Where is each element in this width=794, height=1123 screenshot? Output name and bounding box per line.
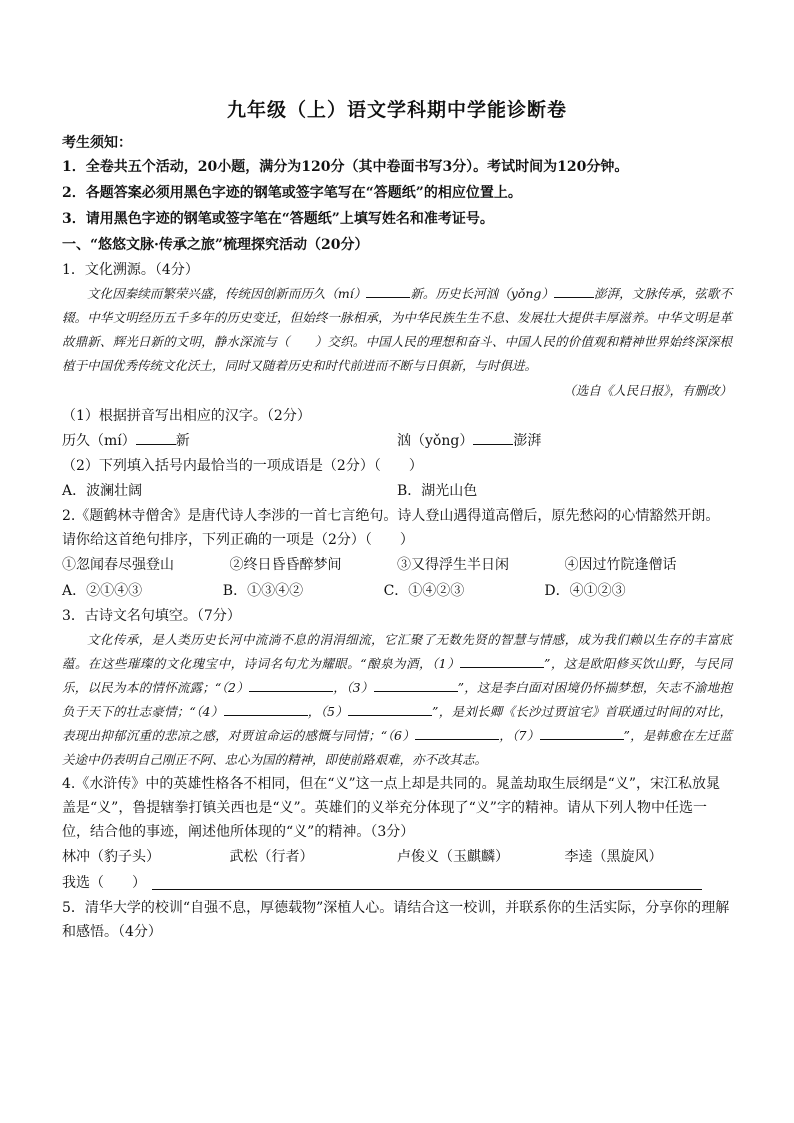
question-1-sub-1: （1）根据拼音写出相应的汉字。（2分）: [62, 408, 311, 424]
section-heading: 一、“悠悠文脉·传承之旅”梳理探究活动（20分）: [62, 237, 369, 253]
page-title: 九年级（上）语文学科期中学能诊断卷: [226, 99, 567, 121]
answer-blank[interactable]: [540, 725, 624, 740]
notice-item: 1．全卷共五个活动，20小题，满分为120分（其中卷面书写3分）。考试时间为120分钟。: [62, 159, 629, 175]
character-option: 卢俊义（玉麒麟）: [397, 849, 509, 865]
option-b: B．湖光山色: [397, 483, 478, 499]
exam-page: [62, 95, 732, 944]
notice-item: 3．请用黑色字迹的钢笔或签字笔在“答题纸”上填写姓名和准考证号。: [62, 211, 494, 227]
poem-line: ④因过竹院逢僧话: [564, 557, 677, 573]
question-2-text: 请你给这首绝句排序，下列正确的一项是（2分）（ ）: [62, 532, 414, 548]
passage-source: （选自《人民日报》，有删改）: [563, 383, 732, 398]
question-3-heading: 3．古诗文名句填空。（7分）: [62, 608, 241, 624]
answer-line[interactable]: [152, 889, 702, 890]
question-1-sub-1-blanks: 历久（mí） 新 汹（yǒng） 澎湃: [62, 428, 732, 454]
question-1-heading: 1．文化溯源。（4分）: [62, 262, 199, 278]
answer-blank[interactable]: [366, 283, 410, 298]
answer-blank[interactable]: [460, 653, 544, 668]
poem-line: ①忽闻春尽强登山: [62, 557, 174, 573]
character-option: 武松（行者）: [229, 849, 314, 865]
option-b: B．①③④②: [222, 583, 304, 599]
answer-blank[interactable]: [224, 701, 308, 716]
poem-lines: [62, 552, 732, 578]
option-a: A．波澜壮阔: [62, 483, 143, 499]
question-1-sub-2: （2）下列填入括号内最恰当的一项成语是（2分）（ ）: [62, 458, 423, 474]
answer-blank[interactable]: [374, 677, 458, 692]
choose-line: 我选（ ）: [62, 870, 732, 896]
question-1-passage: 文化因秦续而繁荣兴盛，传统因创新而历久（mí） 新。历史长河汹（yǒng） 澎湃，文脉传承，弦歌不辍。中华文明经历五千多年的历史变迁，但始终一脉相承，为中华民族生生不息、发展壮大提供丰厚滋养。中华文明是革故鼎新、辉光日新的文明，静水深流与（ ）交织。中国人民的理想和奋斗、中国人民的价值观和精神世界始终深深根植于中国优秀传统文化沃土，同时又随着历史和时代前进而不断与日俱新，与时俱进。: [62, 282, 732, 378]
answer-blank[interactable]: [554, 283, 594, 298]
question-4-text: 4.《水浒传》中的英雄性格各不相同，但在“义”这一点上却是共同的。晁盖劫取生辰纲是“义”，宋江私放晁盖是“义”，鲁提辖拳打镇关西也是“义”。英雄们的义举充分体现了“义”字的精神。请从下列人物中任选一位，结合他的事迹，阐述他所体现的“义”的精神。（3分）: [62, 776, 720, 840]
character-option: 李逵（黑旋风）: [564, 849, 663, 865]
question-2-text: 2.《题鹤林寺僧舍》是唐代诗人李涉的一首七言绝句。诗人登山遇得道高僧后，原先愁闷的心情豁然开朗。: [62, 508, 720, 524]
question-5-text: 5．清华大学的校训“自强不息，厚德载物”深植人心。请结合这一校训，并联系你的生活实际，分享你的理解和感悟。（4分）: [62, 900, 730, 940]
answer-blank[interactable]: [136, 430, 176, 445]
poem-line: ②终日昏昏醉梦间: [229, 557, 342, 573]
notice-heading: 考生须知：: [62, 135, 132, 151]
answer-blank[interactable]: [415, 725, 499, 740]
option-c: C．①④②③: [383, 583, 465, 599]
option-a: A．②①④③: [62, 583, 143, 599]
character-option: 林冲（豹子头）: [62, 849, 160, 865]
poem-line: ③又得浮生半日闲: [397, 557, 509, 573]
option-d: D．④①②③: [544, 583, 626, 599]
answer-blank[interactable]: [249, 677, 333, 692]
question-3-passage: 文化传承，是人类历史长河中流淌不息的涓涓细流，它汇聚了无数先贤的智慧与情感，成为我们赖以生存的丰富底蕴。在这些璀璨的文化瑰宝中，诗词名句尤为耀眼。“酿泉为酒，（1） ”，这是欧阳修买饮山野，与民同乐，以民为本的情怀流露；“（2） ，（3） ”，这是李白面对困境仍怀揣梦想，矢志不渝地抱负于天下的壮志豪情；“（4） ，（5） ”，是刘长卿《长沙过贾谊宅》首联通过时间的对比，表现出抑郁沉重的悲凉之感，对贾谊命运的感慨与同情；“（6） ，（7） ”，是韩愈在左迁蓝关途中仍表明自己刚正不阿、忠心为国的精神，即使前路艰难，亦不改其志。: [62, 632, 732, 767]
answer-blank[interactable]: [348, 701, 432, 716]
character-list: [62, 844, 732, 870]
notice-item: 2．各题答案必须用黑色字迹的钢笔或签字笔写在“答题纸”的相应位置上。: [62, 185, 522, 201]
answer-blank[interactable]: [473, 430, 513, 445]
question-1-options: [62, 478, 732, 504]
question-2-options: [62, 578, 732, 604]
